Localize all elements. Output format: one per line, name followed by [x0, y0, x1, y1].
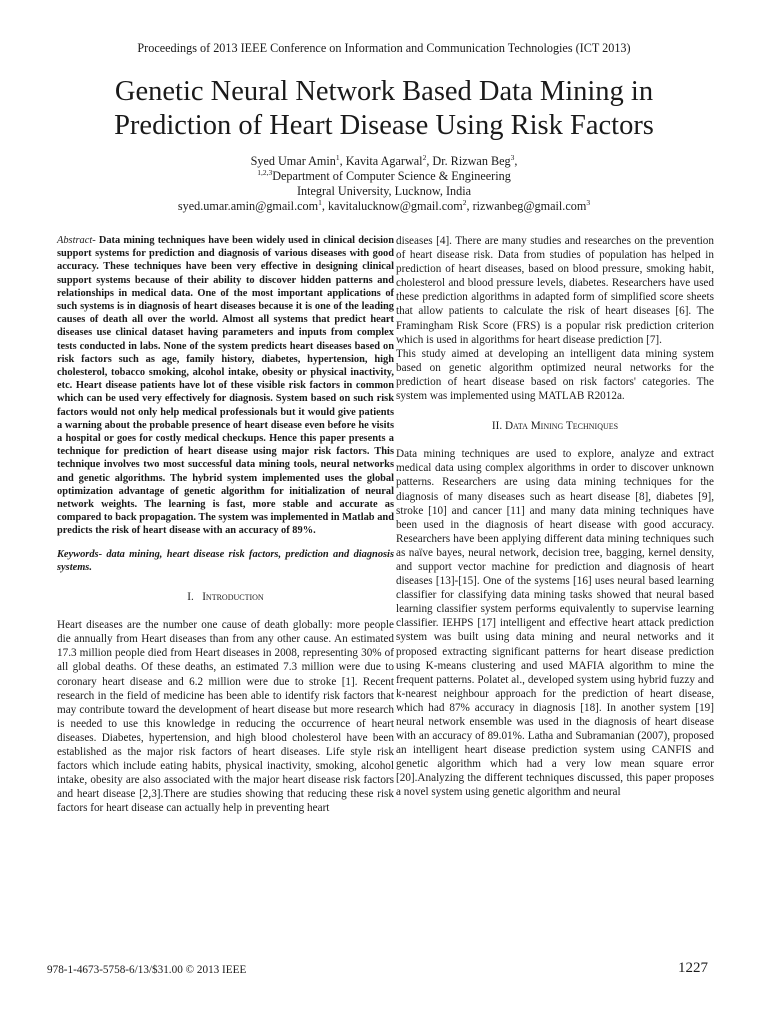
- title-line-2: Prediction of Heart Disease Using Risk Factors: [114, 110, 654, 141]
- author-names: [0, 154, 768, 169]
- right-column: [396, 234, 714, 800]
- affiliation-university: Integral University, Lucknow, India: [296, 184, 472, 198]
- page-number: 1227: [678, 960, 708, 976]
- section-title: Data Mining Techniques: [504, 420, 619, 433]
- title-line-1: Genetic Neural Network Based Data Mining in: [114, 76, 654, 107]
- section-heading-data-mining: [396, 419, 714, 433]
- author-separator: ,: [339, 154, 346, 168]
- author-3: Dr. Rizwan Beg: [432, 154, 511, 168]
- author-block: [0, 154, 768, 214]
- section-number: I.: [187, 591, 194, 604]
- department: Department of Computer Science & Engineering: [272, 169, 511, 183]
- author-2-sup: 2: [422, 153, 427, 162]
- data-mining-paragraph: Data mining techniques are used to explore, analyze and extract medical data using complex algorithms in order to discover unknown patterns. Researchers are using data mining techniques for the diagnosis of many diseases such as heart disease [8], diabetes [9], stroke [10] and cancer [11] and many data mining techniques have been used in the diagnosis of heart disease with good accuracy. Researchers have been applying different data mining techniques such as naïve bayes, neural network, decision tree, bagging, kernel density, and support vector machine for prediction and diagnosis of heart diseases [13]-[15]. One of the systems [16] uses neural based learning classifier for classifying data mining tasks showed that neural based learning classifier system performs equivalently to supervise learning classifier. IEHPS [17] intelligent and effective heart attack prediction system was built using data mining and neural networks and it proposed extracting significant patterns for heart disease prediction using K-means clustering and used MAFIA algorithm to mine the frequent patterns. Polatet al., developed system using hybrid fuzzy and k-nearest neighbour approach for the prediction of heart disease, which had 87% accuracy in diagnosis [18]. In another system [19] neural network ensemble was used in the diagnosis of heart disease with an accuracy of 89.01%. Latha and Subramanian (2007), proposed an intelligent heart disease prediction system using CANFIS and genetic algorithm which had a very low mean square error [20].Analyzing the different techniques discussed, this paper proposes a novel system using genetic algorithm and neural: [396, 448, 714, 799]
- author-3-sup: 3: [510, 153, 515, 162]
- affiliation-department: [0, 169, 768, 184]
- study-aim-paragraph: This study aimed at developing an intelligent data mining system based on genetic algorithm optimized neural networks for the prediction of heart disease based on risk factors' categories. The system was implemented using MATLAB R2012a.: [396, 347, 714, 403]
- author-trail: ,: [514, 154, 518, 168]
- email-1-sup: 1: [318, 198, 322, 207]
- author-2: Kavita Agarwal: [345, 154, 423, 168]
- email-separator: ,: [466, 199, 473, 213]
- paper-title: [40, 75, 728, 143]
- email-2-sup: 2: [462, 198, 467, 207]
- affiliation-sup: 1,2,3: [257, 168, 273, 177]
- email-3-sup: 3: [586, 198, 591, 207]
- abstract: [57, 234, 394, 538]
- abstract-text: Data mining techniques have been widely used in clinical decision support systems for prediction and diagnosis of various diseases with good accuracy. These techniques have been very effective in designing clinical support systems because of their ability to discover hidden patterns and relationships in medical data. One of the most important applications of such systems is in diagnosis of heart diseases because it is one of the leading causes of death all over the world. Almost all systems that predict heart diseases use clinical dataset having parameters and inputs from complex tests conducted in labs. None of the system predicts heart diseases based on risk factors such as age, family history, diabetes, hypertension, high cholesterol, tobacco smoking, alcohol intake, obesity or physical inactivity, etc. Heart disease patients have lot of these visible risk factors in common which can be used very effectively for diagnosis. System based on such risk factors would not only help medical professionals but it would give patients a warning about the probable presence of heart disease even before he visits a hospital or goes for costly medical checkups. Hence this paper presents a technique for prediction of heart disease using major risk factors. This technique involves two most successful data mining tools, neural networks and genetic algorithms. The hybrid system implemented uses the global optimization advantage of genetic algorithm for initialization of neural network weights. The learning is fast, more stable and accurate as compared to back propagation. The system was implemented in Matlab and predicts the risk of heart disease with an accuracy of 89%.: [57, 235, 394, 537]
- section-heading-introduction: [57, 590, 394, 604]
- author-1: Syed Umar Amin: [250, 154, 336, 168]
- email-3: rizwanbeg@gmail.com: [472, 199, 587, 213]
- email-2: kavitalucknow@gmail.com: [327, 199, 463, 213]
- introduction-paragraph-continued: diseases [4]. There are many studies and researches on the prevention of heart disease risk. Data from studies of population has helped in prediction of heart diseases, based on blood pressure, smoking habit, cholesterol and blood pressure levels, diabetes. Researchers have used these prediction algorithms in adapted form of simplified score sheets that allow patients to calculate the risk of heart diseases [6]. The Framingham Risk Score (FRS) is a popular risk prediction criterion which is used in algorithms for heart disease prediction [7].: [396, 235, 714, 346]
- abstract-label: Abstract-: [57, 235, 96, 246]
- introduction-paragraph: Heart diseases are the number one cause of death globally: more people die annually from Heart diseases than from any other cause. An estimated 17.3 million people died from Heart diseases in 2008, representing 30% of all global deaths. Of these deaths, an estimated 7.3 million were due to coronary heart disease and 6.2 million were due to stroke [1]. Recent research in the field of medicine has been able to identify risk factors that may contribute toward the development of heart disease but more research is needed to use this knowledge in reducing the occurrence of heart diseases. Diabetes, hypertension, and high blood cholesterol have been established as the major risk factors of heart diseases. Life style risk factors which include eating habits, physical inactivity, smoking, alcohol intake, obesity are also associated with the major heart disease risk factors and heart disease [2,3].There are studies showing that reducing these risk factors for heart disease can actually help in preventing heart: [57, 619, 394, 815]
- author-emails: [0, 199, 768, 214]
- keywords: Keywords- data mining, heart disease risk factors, prediction and diagnosis systems.: [57, 548, 394, 573]
- section-title: Introduction: [202, 591, 264, 604]
- author-1-sup: 1: [335, 153, 340, 162]
- email-separator: ,: [321, 199, 328, 213]
- conference-header: Proceedings of 2013 IEEE Conference on Information and Communication Technologies (ICT 2013): [137, 41, 631, 55]
- email-1: syed.umar.amin@gmail.com: [177, 199, 319, 213]
- author-separator: ,: [426, 154, 433, 168]
- copyright-footer: 978-1-4673-5758-6/13/$31.00 © 2013 IEEE: [47, 964, 247, 976]
- left-column: [57, 234, 394, 815]
- section-number: II.: [491, 420, 503, 433]
